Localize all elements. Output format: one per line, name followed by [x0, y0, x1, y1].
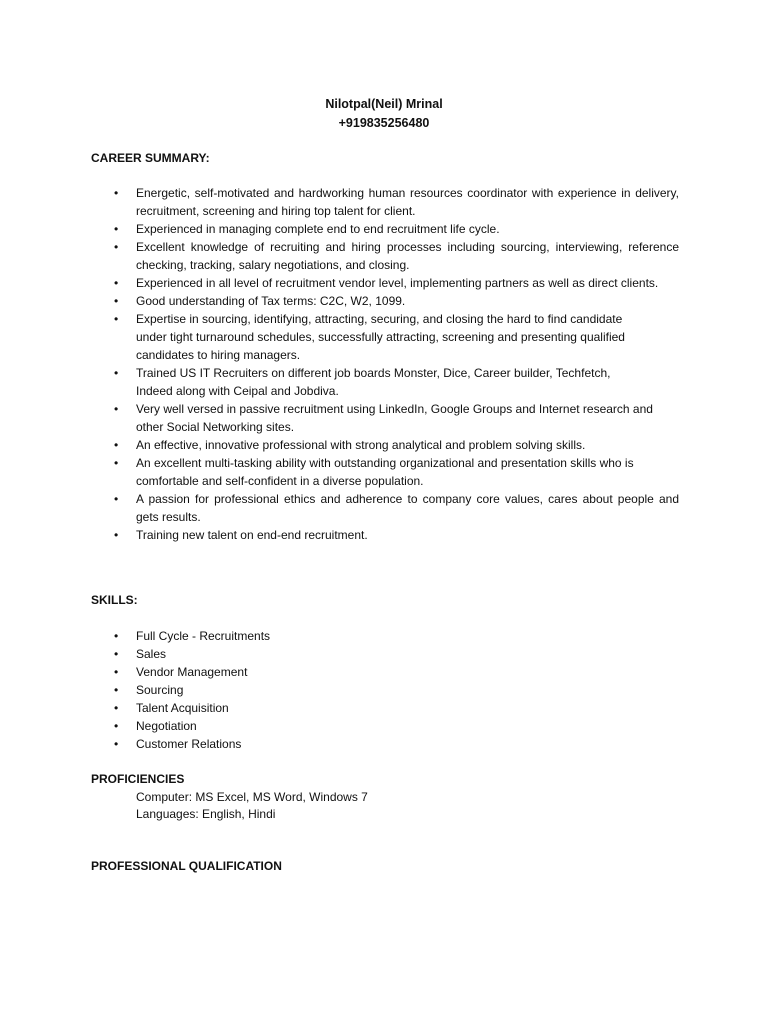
list-item: • Experienced in all level of recruitment vendor level, implementing partners as well as direct clients. [91, 274, 679, 292]
skills-list [91, 627, 679, 753]
list-item: • Expertise in sourcing, identifying, attracting, securing, and closing the hard to find candidate under tight turnaround schedules, successfully attracting, screening and presenting qualified candidates to hiring managers. [91, 310, 679, 364]
list-item: • Talent Acquisition [91, 699, 679, 717]
list-item: • Training new talent on end-end recruitment. [91, 526, 679, 544]
professional-qualification-heading: PROFESSIONAL QUALIFICATION [91, 859, 282, 873]
proficiency-languages: Languages: English, Hindi [136, 807, 276, 821]
list-item: • Experienced in managing complete end to end recruitment life cycle. [91, 220, 679, 238]
list-item: • Customer Relations [91, 735, 679, 753]
list-item: • Trained US IT Recruiters on different job boards Monster, Dice, Career builder, Techfetch, Indeed along with Ceipal and Jobdiva. [91, 364, 679, 400]
proficiency-computer: Computer: MS Excel, MS Word, Windows 7 [136, 790, 368, 804]
list-item: • An effective, innovative professional with strong analytical and problem solving skills. [91, 436, 679, 454]
list-item: • Negotiation [91, 717, 679, 735]
list-item: • Very well versed in passive recruitment using LinkedIn, Google Groups and Internet research and other Social Networking sites. [91, 400, 679, 436]
list-item: • Vendor Management [91, 663, 679, 681]
list-item: • Sourcing [91, 681, 679, 699]
resume-header [0, 95, 768, 133]
candidate-phone: +919835256480 [338, 116, 430, 130]
career-summary-heading: CAREER SUMMARY: [91, 151, 210, 165]
list-item: • Sales [91, 645, 679, 663]
list-item: • Energetic, self-motivated and hardworking human resources coordinator with experience in delivery, recruitment, screening and hiring top talent for client. [91, 184, 679, 220]
skills-heading: SKILLS: [91, 593, 138, 607]
list-item: • A passion for professional ethics and adherence to company core values, cares about people and gets results. [91, 490, 679, 526]
candidate-name: Nilotpal(Neil) Mrinal [325, 97, 443, 111]
list-item: • Good understanding of Tax terms: C2C, W2, 1099. [91, 292, 679, 310]
proficiencies-heading: PROFICIENCIES [91, 772, 185, 786]
list-item: • Excellent knowledge of recruiting and hiring processes including sourcing, interviewing, reference checking, tracking, salary negotiations, and closing. [91, 238, 679, 274]
career-summary-list [91, 184, 679, 544]
list-item: • Full Cycle - Recruitments [91, 627, 679, 645]
list-item: • An excellent multi-tasking ability with outstanding organizational and presentation skills who is comfortable and self-confident in a diverse population. [91, 454, 679, 490]
